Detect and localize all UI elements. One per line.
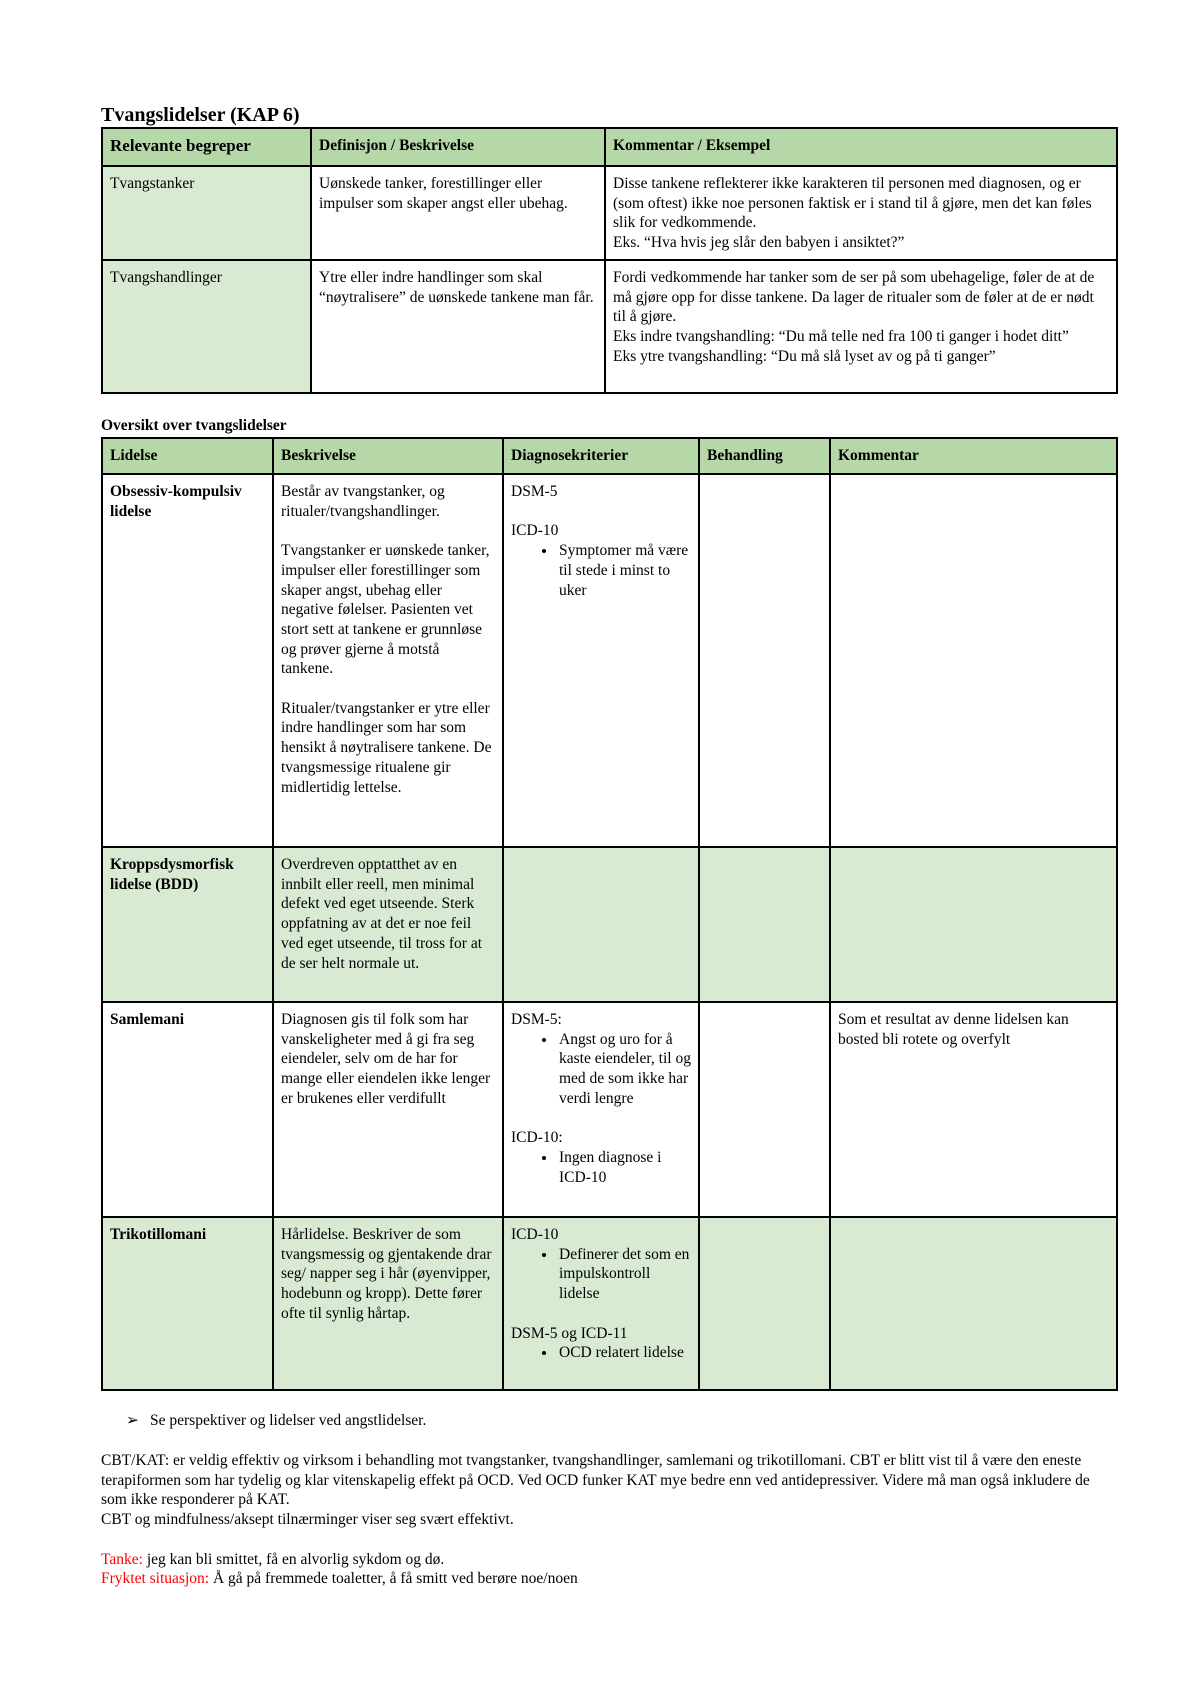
header-treatment: Behandling (699, 438, 830, 474)
comment-example: Eks ytre tvangshandling: “Du må slå lyset av og på ti ganger” (613, 347, 996, 365)
disorder-cell: Trikotillomani (102, 1217, 273, 1390)
body-text (101, 1451, 1116, 1589)
comment-cell: Som et resultat av denne lidelsen kan bosted bli rotete og overfylt (830, 1002, 1117, 1217)
note-line (101, 1569, 1116, 1589)
criteria-cell (503, 1217, 699, 1390)
comment-cell (830, 847, 1117, 1002)
criteria-list (511, 1030, 691, 1109)
header-comment-example: Kommentar / Eksempel (605, 128, 1117, 166)
table-row (102, 474, 1117, 847)
description-cell: Hårlidelse. Beskriver de som tvangsmessig og gjentakende drar seg/ napper seg i hår (øyenvipper, hodebunn og kropp). Dette fører ofte til synlig hårtap. (273, 1217, 503, 1390)
page-title: Tvangslidelser (KAP 6) (101, 104, 300, 126)
note-text: Å gå på fremmede toaletter, å få smitt ved berøre noe/noen (209, 1570, 578, 1588)
list-item: • Ingen diagnose i ICD-10 (557, 1148, 691, 1187)
comment-cell (830, 474, 1117, 847)
table-row (102, 260, 1117, 393)
list-item: • Angst og uro for å kaste eiendeler, til og med de som ikke har verdi lengre (557, 1030, 691, 1109)
header-comment: Kommentar (830, 438, 1117, 474)
description-paragraph: Tvangstanker er uønskede tanker, impulser eller forestillinger som skaper angst, ubehag eller negative følelser. Pasienten vet stort sett at tankene er grunnløse og prøver gjerne å motstå tankene. (281, 542, 490, 678)
disorder-cell: Obsessiv-kompulsiv lidelse (102, 474, 273, 847)
arrow-bullet-text: Se perspektiver og lidelser ved angstlidelser. (150, 1412, 427, 1429)
concepts-table-header (102, 128, 1117, 166)
header-definition: Definisjon / Beskrivelse (311, 128, 605, 166)
criteria-cell (503, 847, 699, 1002)
concepts-table (101, 127, 1118, 394)
criteria-list (511, 1343, 691, 1363)
treatment-cell (699, 847, 830, 1002)
treatment-cell (699, 1217, 830, 1390)
definition-cell: Ytre eller indre handlinger som skal “nøytralisere” de uønskede tankene man får. (311, 260, 605, 393)
note-label: Tanke: (101, 1550, 143, 1568)
criteria-list (511, 1148, 691, 1187)
description-cell (273, 474, 503, 847)
overview-table-header (102, 438, 1117, 474)
note-label: Fryktet situasjon: (101, 1570, 210, 1588)
description-paragraph: Består av tvangstanker, og ritualer/tvangshandlinger. (281, 483, 445, 520)
comment-example: Eks. “Hva hvis jeg slår den babyen i ansiktet?” (613, 234, 905, 252)
list-item: • Symptomer må være til stede i minst to uker (557, 541, 691, 600)
overview-table (101, 437, 1118, 1391)
cbt-paragraph: CBT og mindfulness/aksept tilnærminger viser seg svært effektivt. (101, 1511, 514, 1529)
criteria-label: ICD-10: (511, 1129, 563, 1147)
table-row (102, 1217, 1117, 1390)
comment-cell (830, 1217, 1117, 1390)
criteria-list (511, 1245, 691, 1304)
note-line (101, 1550, 1116, 1570)
disorder-cell: Samlemani (102, 1002, 273, 1217)
treatment-cell (699, 474, 830, 847)
arrow-bullet-icon: ➢ (126, 1412, 139, 1429)
overview-heading: Oversikt over tvangslidelser (101, 417, 287, 434)
list-item: • Definerer det som en impulskontroll lidelse (557, 1245, 691, 1304)
cbt-paragraph: CBT/KAT: er veldig effektiv og virksom i behandling mot tvangstanker, tvangshandlinger, samlemani og trikotillomani. CBT er blitt vist til å være den eneste terapiformen som har tydelig og klar vitenskapelig effekt på OCD. Ved OCD funker KAT mye bedre enn ved antidepressiver. Videre må man også inkludere de som ikke responderer på KAT. (101, 1452, 1090, 1509)
table-row (102, 166, 1117, 260)
criteria-cell (503, 474, 699, 847)
definition-cell: Uønskede tanker, forestillinger eller impulser som skaper angst eller ubehag. (311, 166, 605, 260)
term-cell: Tvangshandlinger (102, 260, 311, 393)
criteria-label: DSM-5: (511, 1011, 562, 1028)
table-row (102, 847, 1117, 1002)
criteria-label: DSM-5 og ICD-11 (511, 1324, 628, 1342)
criteria-label: DSM-5 (511, 483, 558, 500)
treatment-cell (699, 1002, 830, 1217)
comment-text: Disse tankene reflekterer ikke karakteren til personen med diagnosen, og er (som oftest) ikke noe personen faktisk er i stand til å gjøre, men det kan føles slik for vedkommende. (613, 175, 1092, 232)
table-row (102, 1002, 1117, 1217)
header-disorder: Lidelse (102, 438, 273, 474)
criteria-list (511, 541, 691, 600)
list-item: • OCD relatert lidelse (557, 1343, 691, 1363)
arrow-bullet-line (126, 1411, 426, 1431)
criteria-label: ICD-10 (511, 1226, 559, 1243)
criteria-cell (503, 1002, 699, 1217)
disorder-cell: Kroppsdysmorfisk lidelse (BDD) (102, 847, 273, 1002)
header-description: Beskrivelse (273, 438, 503, 474)
comment-example: Eks indre tvangshandling: “Du må telle ned fra 100 ti ganger i hodet ditt” (613, 327, 1069, 345)
comment-cell (605, 166, 1117, 260)
description-cell: Overdreven opptatthet av en innbilt eller reell, men minimal defekt ved eget utseende. Sterk oppfatning av at det er noe feil ved eget utseende, til tross for at de ser helt normale ut. (273, 847, 503, 1002)
description-paragraph: Ritualer/tvangstanker er ytre eller indre handlinger som har som hensikt å nøytralisere tankene. De tvangsmessige ritualene gir midlertidig lettelse. (281, 699, 492, 796)
comment-cell (605, 260, 1117, 393)
header-diagnostic-criteria: Diagnosekriterier (503, 438, 699, 474)
comment-text: Fordi vedkommende har tanker som de ser på som ubehagelige, føler de at de må gjøre opp for disse tankene. Da lager de ritualer som de føler at de er nødt til å gjøre. (613, 268, 1095, 326)
term-cell: Tvangstanker (102, 166, 311, 260)
description-cell: Diagnosen gis til folk som har vanskeligheter med å gi fra seg eiendeler, selv om de har for mange eller eiendelen ikke lenger er brukenes eller verdifullt (273, 1002, 503, 1217)
header-relevant-concepts: Relevante begreper (102, 128, 311, 166)
criteria-label: ICD-10 (511, 522, 559, 540)
note-text: jeg kan bli smittet, få en alvorlig sykdom og dø. (142, 1550, 445, 1568)
